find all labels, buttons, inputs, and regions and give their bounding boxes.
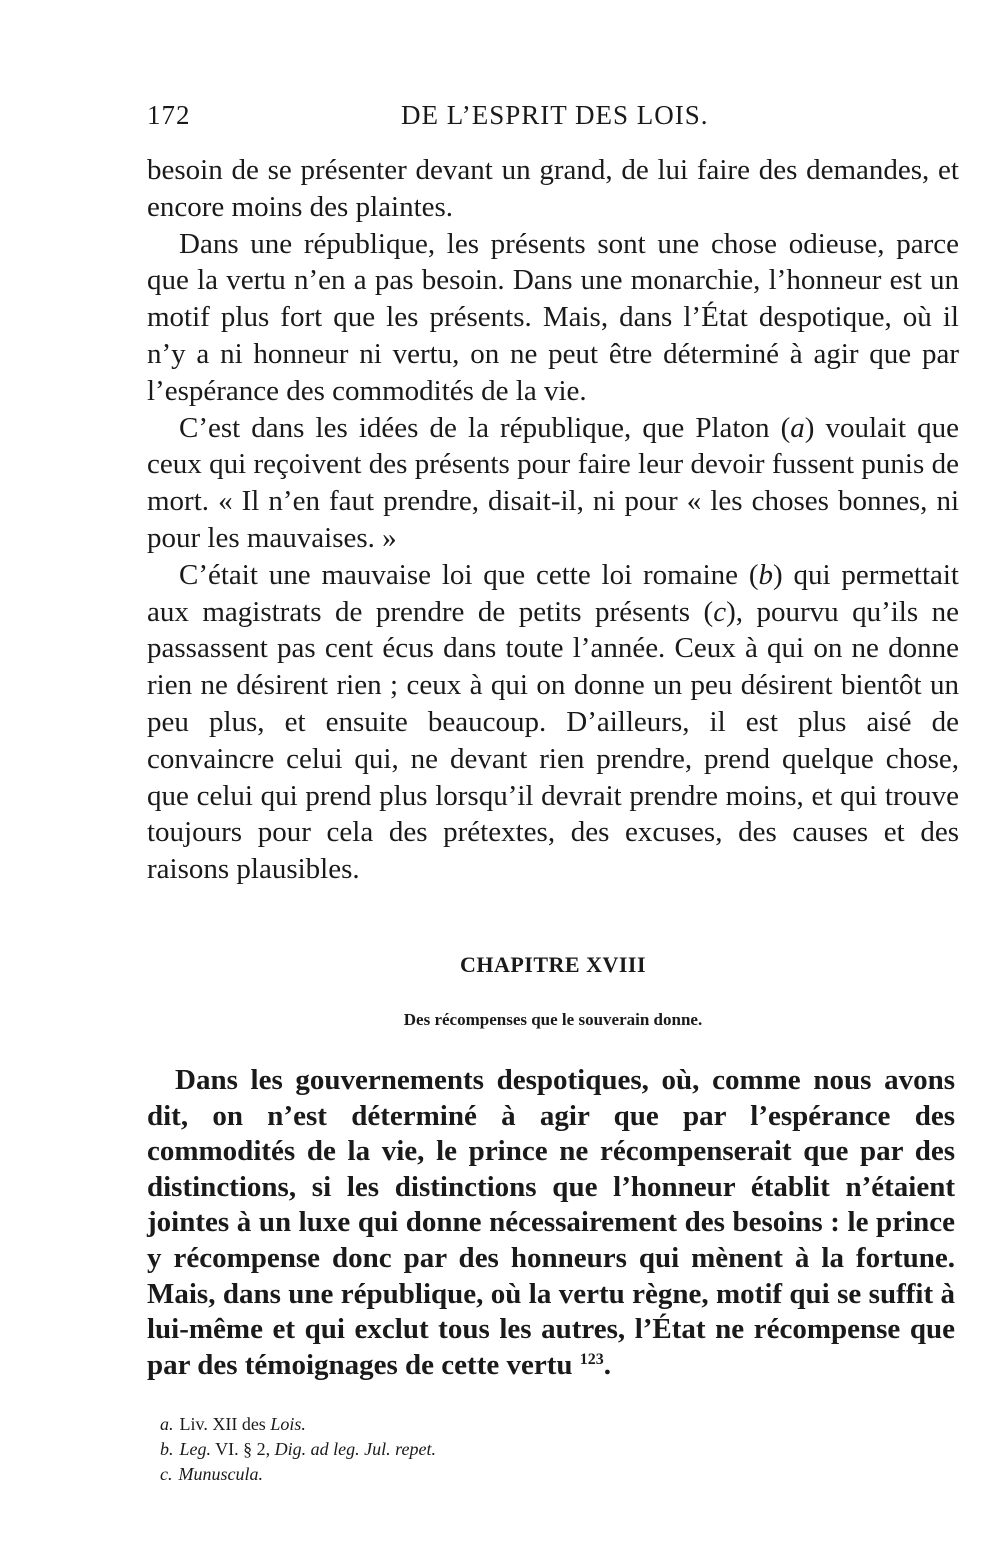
footnote-ref-a: a <box>790 411 805 444</box>
chapter-heading: CHAPITRE XVIII <box>459 952 647 977</box>
footnote-b <box>160 1437 860 1462</box>
footnote-italic-text: Munuscula. <box>178 1464 263 1484</box>
chapter-paragraph-text: Dans les gouvernements despotiques, où, comme nous avons dit, on n’est déterminé à agir que par l’espérance des commodités de la vie, le prince ne récompenserait que par des distinctions, si les distinctions que l’honneur établit n’étaient jointes à un luxe qui donne nécessairement des besoins : le prince y récompense donc par des honneurs qui mènent à la fortune. Mais, dans une république, où la vertu règne, motif qui se suffit à lui-même et qui exclut tous les autres, l’État ne récompense que par des témoignages de cette vertu <box>147 1064 955 1381</box>
footnote-text: Liv. XII des <box>179 1414 271 1434</box>
footnote-c <box>160 1462 860 1487</box>
chapter-paragraph-end: . <box>603 1348 611 1381</box>
footnote-ref-b: b <box>758 558 774 591</box>
paragraph-3-part-b: ) voulait que ceux qui reçoivent des présents pour faire leur devoir fussent punis de mort. « Il n’en faut prendre, disait-il, ni pour « les choses bonnes, ni pour les mauvaises. » <box>147 411 959 554</box>
paragraph-4-part-c: ), pourvu qu’ils ne passassent pas cent écus dans toute l’année. Ceux à qui on ne donne rien ne désirent rien ; ceux à qui on donne un peu désirent bientôt un peu plus, et ensuite beaucoup. D’ailleurs, il est plus aisé de convaincre celui qui, ne devant rien prendre, prend quelque chose, que celui qui prend plus lorsqu’il devrait prendre moins, et qui trouve toujours pour cela des prétextes, des excuses, des causes et des raisons plausibles. <box>147 595 959 886</box>
footnote-mark: b. <box>160 1439 174 1459</box>
page-number: 172 <box>147 100 191 130</box>
paragraph-4 <box>147 557 959 888</box>
chapter-subtitle: Des récompenses que le souverain donne. <box>403 1010 703 1029</box>
paragraph-1: besoin de se présenter devant un grand, de lui faire des demandes, et encore moins des plaintes. <box>147 154 959 223</box>
footnote-mark: c. <box>160 1464 173 1484</box>
footnote-a <box>160 1412 860 1437</box>
chapter-paragraph <box>147 1063 955 1383</box>
footnote-italic-lead: Leg. <box>179 1439 211 1459</box>
chapter-text <box>147 1063 955 1383</box>
paragraph-2: Dans une république, les présents sont une chose odieuse, parce que la vertu n’en a pas besoin. Dans une monarchie, l’honneur est un motif plus fort que les présents. Mais, dans l’État despotique, où il n’y a ni honneur ni vertu, on ne peut être déterminé à agir que par l’espérance des commodités de la vie. <box>147 227 959 407</box>
footnotes <box>160 1412 860 1487</box>
footnote-ref-c: c <box>713 595 727 628</box>
body-text <box>147 152 959 888</box>
paragraph-3-part-a: C’est dans les idées de la république, que Platon ( <box>179 411 791 444</box>
note-reference: 123 <box>579 1350 604 1368</box>
footnote-text: VI. § 2, <box>211 1439 275 1459</box>
paragraph-4-part-b: ) qui permettait aux magistrats de prendre de petits présents ( <box>147 558 959 628</box>
running-title: DE L’ESPRIT DES LOIS. <box>401 100 709 130</box>
footnote-italic-text: Dig. ad leg. Jul. repet. <box>274 1439 436 1459</box>
footnote-italic-text: Lois. <box>270 1414 306 1434</box>
footnote-mark: a. <box>160 1414 174 1434</box>
paragraph-3 <box>147 410 959 557</box>
paragraph-4-part-a: C’était une mauvaise loi que cette loi romaine ( <box>179 558 759 591</box>
